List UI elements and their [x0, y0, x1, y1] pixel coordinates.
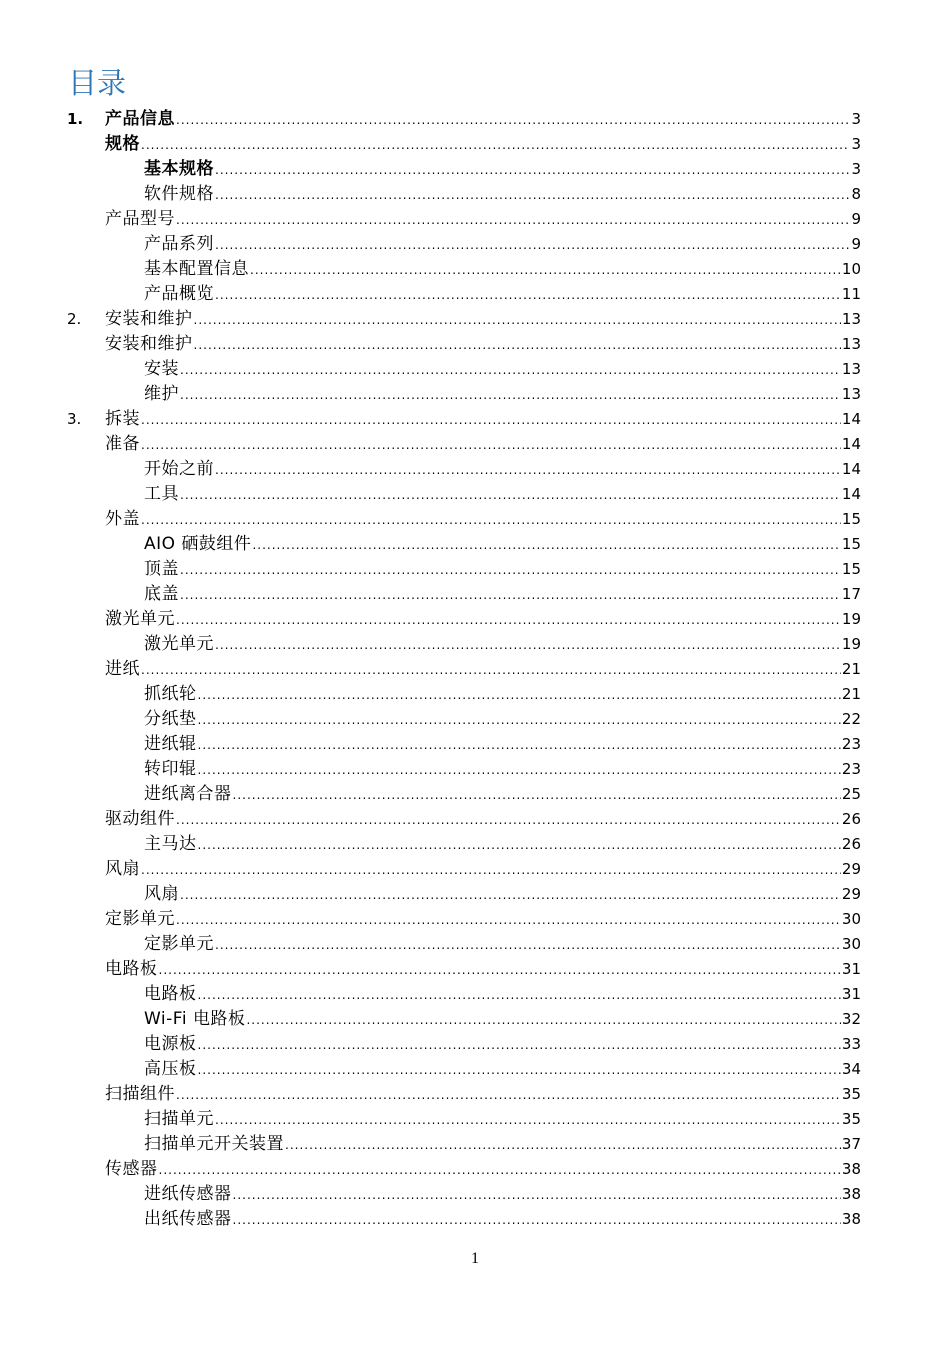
toc-entry-page: 33 [841, 1035, 861, 1053]
toc-dot-leader [215, 1108, 841, 1133]
toc-title: 目录 [68, 66, 127, 100]
toc-entry[interactable] [0, 507, 950, 532]
toc-entry-line [105, 207, 861, 233]
toc-entry[interactable] [0, 382, 950, 407]
toc-entry[interactable] [0, 282, 950, 307]
toc-entry-page: 3 [851, 160, 861, 178]
toc-entry-line [144, 632, 861, 658]
toc-dot-leader [215, 283, 841, 308]
toc-entry-line [144, 232, 861, 258]
toc-dot-leader [176, 608, 841, 633]
toc-entry-label: 底盖 [144, 584, 179, 604]
toc-entry-page: 26 [841, 810, 861, 828]
toc-entry-label: 定影单元 [105, 909, 175, 929]
toc-dot-leader [215, 633, 841, 658]
toc-entry-page: 3 [851, 135, 861, 153]
toc-dot-leader [198, 758, 841, 783]
toc-entry-page: 31 [841, 960, 861, 978]
toc-entry-line [144, 832, 861, 858]
toc-entry-page: 35 [841, 1085, 861, 1103]
toc-entry-page: 19 [841, 635, 861, 653]
toc-entry-label: AIO 硒鼓组件 [144, 534, 252, 554]
toc-dot-leader [141, 133, 850, 158]
toc-entry-line [144, 1032, 861, 1058]
toc-entry-page: 23 [841, 760, 861, 778]
toc-entry[interactable] [0, 832, 950, 857]
toc-entry-label: 扫描组件 [105, 1084, 175, 1104]
toc-entry-label: 驱动组件 [105, 809, 175, 829]
toc-dot-leader [141, 658, 841, 683]
toc-dot-leader [285, 1133, 841, 1158]
toc-entry-line [144, 1132, 861, 1158]
toc-entry-line [144, 707, 861, 733]
toc-dot-leader [233, 1208, 841, 1233]
toc-entry-line [105, 957, 861, 983]
toc-dot-leader [176, 808, 841, 833]
toc-entry[interactable] [0, 807, 950, 832]
toc-entry[interactable] [0, 632, 950, 657]
toc-entry-page: 30 [841, 935, 861, 953]
toc-dot-leader [180, 883, 841, 908]
toc-dot-leader [233, 1183, 841, 1208]
toc-entry[interactable] [0, 682, 950, 707]
toc-entry-page: 8 [851, 185, 861, 203]
toc-entry-label: 扫描单元 [144, 1109, 214, 1129]
toc-entry-line [105, 407, 861, 433]
toc-entry-page: 13 [841, 310, 861, 328]
toc-dot-leader [198, 1033, 841, 1058]
toc-dot-leader [198, 1058, 841, 1083]
toc-entry[interactable] [0, 157, 950, 182]
toc-entry-page: 23 [841, 735, 861, 753]
toc-entry[interactable] [0, 1157, 950, 1182]
toc-entry-label: 进纸传感器 [144, 1184, 232, 1204]
toc-entry-page: 3 [851, 110, 861, 128]
toc-entry-label: 安装 [144, 359, 179, 379]
toc-entry-line [144, 682, 861, 708]
toc-entry-label: 风扇 [144, 884, 179, 904]
toc-entry-page: 25 [841, 785, 861, 803]
toc-entry-label: 维护 [144, 384, 179, 404]
toc-entry-label: 转印辊 [144, 759, 197, 779]
toc-entry-line [105, 307, 861, 333]
toc-entry-line [105, 807, 861, 833]
toc-entry[interactable] [0, 132, 950, 157]
toc-entry-line [144, 457, 861, 483]
toc-entry-line [144, 182, 861, 208]
toc-entry-label: 安装和维护 [105, 309, 193, 329]
toc-entry-number: 3. [67, 410, 82, 428]
toc-entry-label: 高压板 [144, 1059, 197, 1079]
toc-entry-line [105, 332, 861, 358]
toc-entry[interactable] [0, 332, 950, 357]
toc-entry[interactable] [0, 532, 950, 557]
toc-dot-leader [198, 733, 841, 758]
toc-entry[interactable] [0, 707, 950, 732]
toc-entry-line [144, 357, 861, 383]
toc-entry-page: 34 [841, 1060, 861, 1078]
toc-entry[interactable] [0, 432, 950, 457]
toc-entry[interactable] [0, 982, 950, 1007]
toc-entry-page: 31 [841, 985, 861, 1003]
toc-entry[interactable] [0, 457, 950, 482]
toc-entry-line [105, 507, 861, 533]
toc-entry-page: 14 [841, 410, 861, 428]
toc-dot-leader [159, 1158, 841, 1183]
toc-entry-label: 抓纸轮 [144, 684, 197, 704]
toc-entry-label: 规格 [105, 134, 140, 154]
toc-dot-leader [198, 833, 841, 858]
toc-entry[interactable] [0, 1082, 950, 1107]
toc-entry[interactable] [0, 757, 950, 782]
toc-entry-line [105, 132, 861, 158]
toc-entry-line [144, 582, 861, 608]
toc-entry-page: 14 [841, 485, 861, 503]
toc-entry-label: 进纸辊 [144, 734, 197, 754]
toc-entry-line [105, 907, 861, 933]
toc-entry[interactable] [0, 207, 950, 232]
toc-entry-label: Wi-Fi 电路板 [144, 1009, 246, 1029]
toc-dot-leader [194, 333, 841, 358]
toc-entry-page: 19 [841, 610, 861, 628]
toc-entry-label: 定影单元 [144, 934, 214, 954]
toc-entry[interactable] [0, 782, 950, 807]
toc-entry-page: 29 [841, 860, 861, 878]
toc-entry-line [144, 157, 861, 183]
toc-entry[interactable] [0, 607, 950, 632]
toc-entry-line [105, 1157, 861, 1183]
toc-entry-line [144, 1057, 861, 1083]
toc-entry-page: 38 [841, 1160, 861, 1178]
toc-entry[interactable] [0, 357, 950, 382]
toc-dot-leader [141, 858, 841, 883]
toc-entry-label: 产品系列 [144, 234, 214, 254]
toc-entry-line [144, 757, 861, 783]
toc-entry-label: 电路板 [105, 959, 158, 979]
toc-entry-page: 13 [841, 360, 861, 378]
toc-entry-line [144, 1207, 861, 1233]
toc-entry-label: 进纸 [105, 659, 140, 679]
toc-entry-label: 扫描单元开关装置 [144, 1134, 284, 1154]
toc-entry-label: 电路板 [144, 984, 197, 1004]
toc-entry[interactable] [0, 882, 950, 907]
toc-dot-leader [215, 158, 850, 183]
toc-dot-leader [176, 108, 850, 133]
toc-dot-leader [250, 258, 841, 283]
toc-entry-label: 产品概览 [144, 284, 214, 304]
toc-dot-leader [159, 958, 841, 983]
toc-entry-label: 准备 [105, 434, 140, 454]
toc-entry-page: 38 [841, 1210, 861, 1228]
toc-entry-page: 11 [841, 285, 861, 303]
toc-dot-leader [180, 583, 841, 608]
toc-entry[interactable] [0, 232, 950, 257]
toc-entry-line [144, 732, 861, 758]
toc-entry-label: 安装和维护 [105, 334, 193, 354]
toc-entry-number: 2. [67, 310, 82, 328]
toc-entry-line [144, 382, 861, 408]
toc-entry-label: 传感器 [105, 1159, 158, 1179]
toc-entry-label: 分纸垫 [144, 709, 197, 729]
toc-dot-leader [198, 683, 841, 708]
toc-entry[interactable] [0, 582, 950, 607]
toc-entry[interactable] [0, 1132, 950, 1157]
toc-entry[interactable] [0, 1107, 950, 1132]
toc-entry-page: 38 [841, 1185, 861, 1203]
toc-entry-page: 22 [841, 710, 861, 728]
toc-entry[interactable] [0, 1207, 950, 1232]
toc-entry-page: 32 [841, 1010, 861, 1028]
toc-entry[interactable] [0, 257, 950, 282]
toc-entry[interactable] [0, 732, 950, 757]
toc-entry-line [144, 932, 861, 958]
toc-dot-leader [180, 383, 841, 408]
toc-entry[interactable] [0, 957, 950, 982]
toc-entry-line [144, 482, 861, 508]
toc-entry[interactable] [0, 1032, 950, 1057]
toc-entry[interactable] [0, 907, 950, 932]
toc-entry-line [144, 1107, 861, 1133]
toc-entry-line [144, 557, 861, 583]
toc-entry[interactable] [0, 182, 950, 207]
toc-dot-leader [180, 483, 841, 508]
toc-entry-page: 14 [841, 435, 861, 453]
toc-entry[interactable] [0, 857, 950, 882]
toc-entry-page: 17 [841, 585, 861, 603]
toc-entry-line [105, 1082, 861, 1108]
toc-entry-label: 电源板 [144, 1034, 197, 1054]
toc-dot-leader [176, 1083, 841, 1108]
toc-entry-line [105, 857, 861, 883]
toc-entry[interactable] [0, 657, 950, 682]
toc-entry-page: 29 [841, 885, 861, 903]
toc-entry-page: 30 [841, 910, 861, 928]
toc-entry-line [144, 1007, 861, 1033]
toc-entry-line [105, 432, 861, 458]
toc-entry-page: 13 [841, 335, 861, 353]
toc-dot-leader [215, 933, 841, 958]
toc-dot-leader [141, 408, 841, 433]
toc-entry-page: 21 [841, 660, 861, 678]
toc-entry-line [144, 882, 861, 908]
toc-dot-leader [215, 183, 850, 208]
toc-dot-leader [252, 533, 840, 558]
toc-entry-line [144, 982, 861, 1008]
toc-entry-page: 9 [851, 235, 861, 253]
toc-entry-page: 37 [841, 1135, 861, 1153]
toc-dot-leader [141, 508, 841, 533]
toc-dot-leader [176, 908, 841, 933]
toc-entry-label: 基本规格 [144, 159, 214, 179]
toc-entry-line [105, 107, 861, 133]
toc-entry-label: 产品型号 [105, 209, 175, 229]
toc-dot-leader [180, 358, 841, 383]
toc-entry[interactable] [0, 307, 950, 332]
toc-entry-label: 基本配置信息 [144, 259, 249, 279]
toc-entry[interactable] [0, 107, 950, 132]
toc-entry-label: 出纸传感器 [144, 1209, 232, 1229]
toc-entry-page: 35 [841, 1110, 861, 1128]
toc-entry-label: 主马达 [144, 834, 197, 854]
toc-entry-page: 9 [851, 210, 861, 228]
toc-dot-leader [141, 433, 841, 458]
toc-entry-label: 软件规格 [144, 184, 214, 204]
toc-dot-leader [233, 783, 841, 808]
toc-entry-label: 激光单元 [144, 634, 214, 654]
toc-entry-label: 工具 [144, 484, 179, 504]
toc-entry-line [144, 532, 861, 558]
toc-entry-page: 15 [841, 510, 861, 528]
toc-entry-line [144, 782, 861, 808]
toc-entry[interactable] [0, 932, 950, 957]
toc-dot-leader [215, 233, 850, 258]
toc-entry-line [105, 657, 861, 683]
toc-dot-leader [198, 708, 841, 733]
toc-entry-page: 15 [841, 535, 861, 553]
toc-dot-leader [176, 208, 850, 233]
toc-entry-label: 风扇 [105, 859, 140, 879]
toc-entry-label: 拆装 [105, 409, 140, 429]
toc-entry-label: 顶盖 [144, 559, 179, 579]
toc-entry-line [144, 1182, 861, 1208]
toc-entry[interactable] [0, 1182, 950, 1207]
toc-entry-page: 10 [841, 260, 861, 278]
toc-dot-leader [246, 1008, 840, 1033]
toc-entry-page: 15 [841, 560, 861, 578]
toc-entry-label: 进纸离合器 [144, 784, 232, 804]
toc-entry-label: 激光单元 [105, 609, 175, 629]
toc-dot-leader [180, 558, 841, 583]
toc-entry-label: 开始之前 [144, 459, 214, 479]
toc-entry-page: 21 [841, 685, 861, 703]
toc-entry-line [144, 257, 861, 283]
toc-entry[interactable] [0, 482, 950, 507]
toc-dot-leader [198, 983, 841, 1008]
toc-entry-label: 产品信息 [105, 109, 175, 129]
toc-entry-page: 13 [841, 385, 861, 403]
toc-entry[interactable] [0, 407, 950, 432]
toc-entry-page: 14 [841, 460, 861, 478]
toc-dot-leader [194, 308, 841, 333]
toc-entry[interactable] [0, 1007, 950, 1032]
toc-entry-label: 外盖 [105, 509, 140, 529]
toc-entry[interactable] [0, 557, 950, 582]
toc-entry-page: 26 [841, 835, 861, 853]
toc-entry-line [105, 607, 861, 633]
toc-entry[interactable] [0, 1057, 950, 1082]
toc-dot-leader [215, 458, 841, 483]
toc-entry-number: 1. [67, 110, 84, 128]
toc-entry-line [144, 282, 861, 308]
page-number: 1 [471, 1250, 479, 1267]
